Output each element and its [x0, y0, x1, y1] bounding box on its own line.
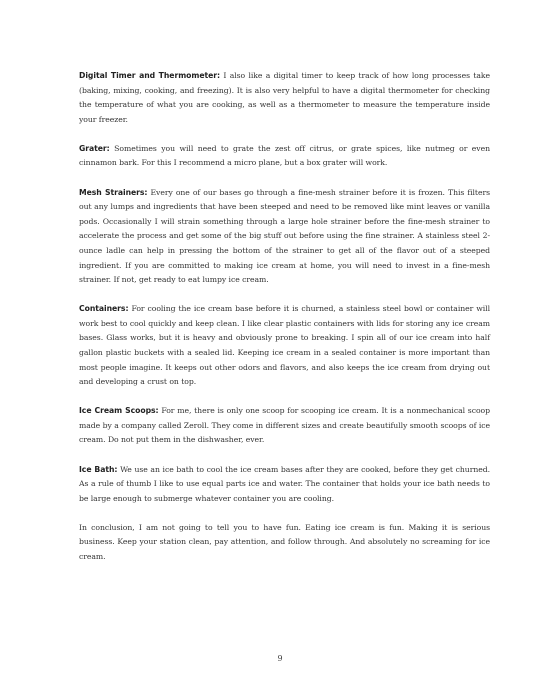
paragraph-conclusion	[79, 521, 490, 565]
page-content	[79, 69, 490, 579]
paragraph-ice-bath	[79, 463, 490, 507]
paragraph-ice-cream-scoops	[79, 404, 490, 448]
body-mesh-strainers: Every one of our bases go through a fine-mesh strainer before it is frozen. This filters out any lumps and ingredients that have been steeped and need to be removed like mint leaves or vanilla pods. Occasionally I will strain something through a large hole strainer before the fine-mesh strainer to accelerate the process and get some of the big stuff out before using the fine strainer. A stainless steel 2-ounce ladle can help in pressing the bottom of the strainer to get all of the flavor out of a steeped ingredient. If you are committed to making ice cream at home, you will need to invest in a fine-mesh strainer. If not, get ready to eat lumpy ice cream.	[79, 187, 490, 285]
body-conclusion: In conclusion, I am not going to tell you to have fun. Eating ice cream is fun. Making it is serious business. Keep your station clean, pay attention, and follow through. And absolutely no screaming for ice cream.	[79, 522, 490, 562]
term-grater: Grater:	[79, 143, 110, 153]
body-ice-bath: We use an ice bath to cool the ice cream bases after they are cooked, before they get churned. As a rule of thumb I like to use equal parts ice and water. The container that holds your ice bath needs to be large enough to submerge whatever container you are cooling.	[79, 464, 490, 503]
paragraph-containers	[79, 302, 490, 390]
term-digital-timer: Digital Timer and Thermometer:	[79, 71, 221, 80]
body-grater: Sometimes you will need to grate the zest off citrus, or grate spices, like nutmeg or even cinnamon bark. For this I recommend a micro plane, but a box grater will work.	[79, 143, 490, 168]
body-digital-timer: I also like a digital timer to keep track of how long processes take (baking, mixing, cooking, and freezing). It is also very helpful to have a digital thermometer for checking the temperature of what you are cooking, as well as a thermometer to measure the temperature inside your freezer.	[79, 71, 490, 124]
paragraph-grater	[79, 142, 490, 171]
paragraph-digital-timer	[79, 69, 490, 127]
term-ice-cream-scoops: Ice Cream Scoops:	[79, 406, 159, 416]
term-mesh-strainers: Mesh Strainers:	[79, 187, 148, 197]
term-containers: Containers:	[79, 304, 129, 314]
paragraph-mesh-strainers	[79, 186, 490, 288]
body-containers: For cooling the ice cream base before it is churned, a stainless steel bowl or container will work best to cool quickly and keep clean. I like clear plastic containers with lids for storing any ice cream bases. Glass works, but it is heavy and obviously prone to breaking. I spin all of our ice cream into half gallon plastic buckets with a sealed lid. Keeping ice cream in a sealed container is more important than most people imagine. It keeps out other odors and flavors, and also keeps the ice cream from drying out and developing a crust on top.	[79, 304, 490, 387]
page-number: 9	[277, 654, 283, 663]
term-ice-bath: Ice Bath:	[79, 464, 118, 474]
body-ice-cream-scoops: For me, there is only one scoop for scooping ice cream. It is a nonmechanical scoop made by a company called Zeroll. They come in different sizes and create beautifully smooth scoops of ice cream. Do not put them in the dishwasher, ever.	[79, 406, 490, 445]
